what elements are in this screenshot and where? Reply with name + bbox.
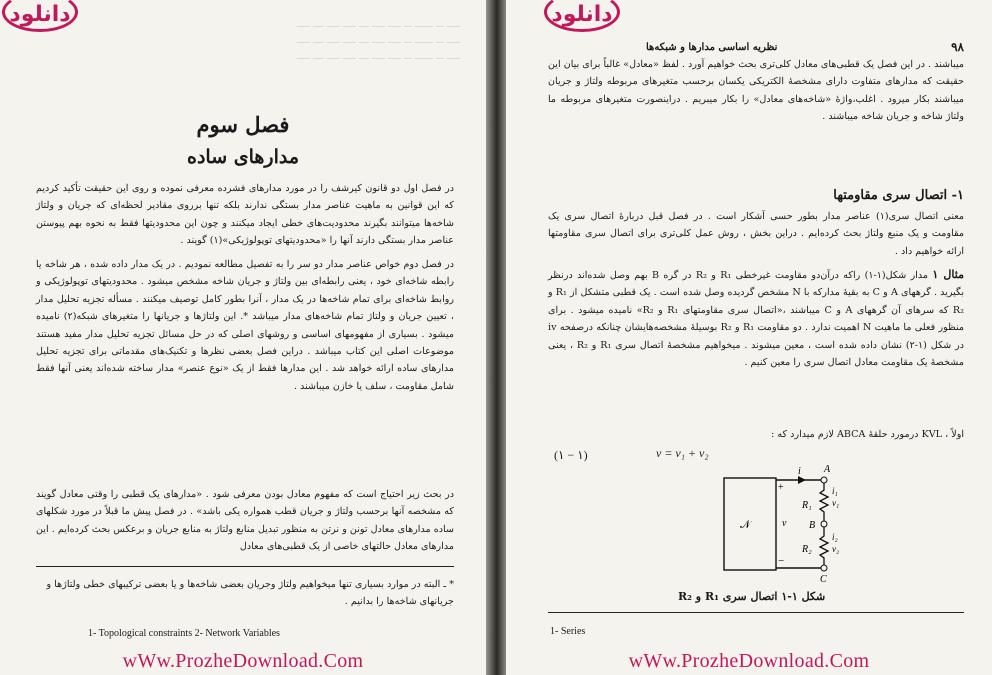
label-plus: + (778, 482, 784, 493)
page-number: ۹۸ (951, 40, 964, 54)
show-through-text: ـــــ ـــ ـــــــ ـــ ـــــ ـــــ ــــ ـــــ ـــــ ــــ ـــــ (296, 20, 460, 30)
footnote: * ـ البته در موارد بسیاری تنها میخواهیم ولتاژ وجریان بعضی شاخه‌ها و یا بعضی ترکیبهای خطی ولتاژها و جریانهای شاخه‌ها را بدانیم . (46, 579, 454, 607)
watermark[interactable]: wWw.ProzheDownload.Com (122, 650, 364, 672)
logo-text: دانلود (9, 2, 71, 27)
label-i2: i₂ (832, 532, 838, 542)
label-r2: R₂ (802, 544, 812, 555)
kvl-line: اولاً ، KVL درمورد حلقهٔ ABCA لازم میدارد که : (771, 429, 964, 440)
label-minus: − (778, 555, 785, 567)
left-page (0, 0, 486, 675)
label-node-a: A (824, 464, 831, 475)
example-text: مدار شکل(۱-۱) راکه درآن‌دو مقاومت غیرخطی R₁ و R₂ در گره B بهم وصل شده‌اند درنظر بگیرید . گرههای A و C به بقیهٔ مدارکه با N مشخص گردیده وصل شده است . یک قطبی متشکل از R₁ و R₂ که سرهای آن گرههای A و C میباشند ،«اتصال سری مقاومتهای R₁ و R₂» نامیده میشود . برای منظور فعلی ما ماهیت N اهمیت ندارد . دو مقاومت R₁ و R₂ بوسیلهٔ مشخصه‌هایشان چنانکه درصفحه iv در شکل (۱-۲) نشان داده شده است ، معین میشوند . میخواهیم مشخصهٔ اتصال سری R₁ و R₂ ، یعنی مشخصهٔ یک مقاومت معادل اتصال سری را معین کنیم . (548, 270, 965, 369)
figure-caption: شکل ۱-۱ اتصال سری R₁ و R₂ (678, 590, 826, 603)
logo-text: دانلود (551, 2, 613, 27)
label-current: i (798, 466, 801, 477)
label-i1: i₁ (832, 486, 838, 496)
section-paragraph: معنی اتصال سری(۱) عناصر مدار بطور حسی آشکار است . در فصل قبل دربارهٔ اتصال سری یک مقاومت و یک منبع ولتاژ بحث کرده‌ایم . دراین بخش ، روش عمل کلی‌تری برای اتصال سری مقاومتها ارائه خواهیم داد . (548, 211, 964, 257)
running-head: نظریه اساسی مدارها و شبکه‌ها (646, 42, 778, 53)
section-heading: ۱- اتصال سری مقاومتها (833, 188, 964, 203)
paragraph-2: در فصل دوم خواص عناصر مدار دو سر را به تفصیل مطالعه نمودیم . در یک مدار داده شده ، هر شاخه یا رابطه شاخه‌ای خود ، یعنی رابطه‌ای بین ولتاژ و جریان شاخه مشخص میشود . محدودیتهای توپولوژیکی و روابط شاخه‌ای برای تمام شاخه‌ها در یک مدار ، آنرا بطور کامل توصیف میکنند . مسأله تجزیه تحلیل مدار ، تعیین جریان و ولتاژ تمام شاخه‌های مدار میباشد *. این ولتاژها و جریانها را متغیرهای شبکه(۲) نامیده میشود . بسیاری از مفهومهای اساسی و روشهای اصلی که در حل مسائل تجزیه تحلیل مدار مفید هستند موضوعات اصلی این کتاب میباشد . دراین فصل بعضی نظرها و تکنیک‌های مقدماتی برای تجزیه تحلیل مدارهای ساده ارائه خواهد شد . این مدارها فقط از یک «نوع عنصر» مدار ساخته شده‌اند یعنی آنها فقط شامل مقاومت ، سلف یا خازن میباشند . (36, 259, 454, 392)
logo-ring-icon (544, 0, 620, 32)
watermark[interactable]: wWw.ProzheDownload.Com (628, 650, 870, 672)
resistor-r1-icon (820, 483, 828, 521)
label-node-c: C (820, 574, 827, 584)
footnote-references: 1- Topological constraints 2- Network Variables (88, 628, 280, 639)
show-through-text: ـــــ ـــ ـــــــ ـــ ـــــ ـــــ ــــ ـــــ ـــــ ــــ ـــــ (296, 52, 460, 62)
paragraph-1: در فصل اول دو قانون کیرشف را در مورد مدارهای فشرده معرفی نموده و روی این حقیقت تأکید کردیم که این قوانین به ماهیت عناصر مدار بستگی ندارند بلکه تنها برروی مقادیر لحظه‌ای که جریان و ولتاژ شاخه‌ها میتوانند بگیرند محدودیت‌های خطی ایجاد میکنند و چون این محدودیتها فقط به نحوه بهم پیوستن عناصر مدار بستگی دارند آنها را «محدودیتهای توپولوژیکی»(۱) گویند . (36, 183, 454, 247)
equation-number: (۱ − ۱) (554, 448, 588, 462)
label-node-b: B (809, 520, 816, 531)
node-b (821, 521, 827, 527)
footnote-rule (36, 566, 454, 567)
right-page (506, 0, 992, 675)
label-network: 𝒩 (740, 518, 751, 531)
paragraph-3: در بحث زیر احتیاج است که مفهوم معادل بودن معرفی شود . «مدارهای یک قطبی را وقتی معادل گویند که مشخصه آنها برحسب ولتاژ و جریان قطب همواره یکی باشد» . در فصل پیش ما قبلاً در مورد شکلهای ساده مدارهای معادل تونن و نرتن به منظور تبدیل منابع ولتاژ به منابع جریان و برعکس بحث کرده‌ایم . این مدارهای معادل حالتهای خاصی از یک قطبی‌های معادل (36, 489, 454, 553)
current-arrow-icon (798, 476, 806, 484)
site-logo[interactable] (542, 0, 622, 36)
label-v1: v₁ (832, 498, 840, 508)
chapter-subtitle: مدارهای ساده (186, 146, 300, 168)
resistor-r2-icon (820, 527, 828, 565)
chapter-title: فصل سوم (196, 112, 290, 137)
node-a (821, 477, 827, 483)
label-r1: R₁ (802, 500, 812, 511)
series-circuit-diagram (706, 464, 866, 584)
node-c (821, 565, 827, 571)
equation: v = v₁ + v₂ (656, 446, 709, 460)
label-v2: v₂ (832, 544, 840, 554)
label-voltage: v (782, 518, 787, 529)
footnote-rule (548, 612, 964, 613)
book-gutter (486, 0, 506, 675)
example-label: مثال ۱ (932, 268, 964, 281)
intro-paragraph: میباشند . در این فصل یک قطبی‌های معادل کلی‌تری بحث خواهیم آورد . لفظ «معادل» غالباً برای بیان این حقیقت که مدارهای متفاوت دارای مشخصهٔ الکتریکی یکسان برحسب متغیرهای مربوطه ولتاژ و جریان میباشند بکار میرود . اغلب،واژهٔ «شاخه‌های معادل» را بکار میبریم . دراینصورت متغیرهای مربوطه ما ولتاژ شاخه و جریان شاخه میباشند . (548, 59, 964, 123)
example-paragraph (548, 266, 964, 371)
show-through-text: ـــــ ـــ ـــــــ ـــ ـــــ ـــــ ــــ ـــــ ـــــ ــــ ـــــ (296, 36, 460, 46)
footnote-references: 1- Series (550, 626, 586, 637)
